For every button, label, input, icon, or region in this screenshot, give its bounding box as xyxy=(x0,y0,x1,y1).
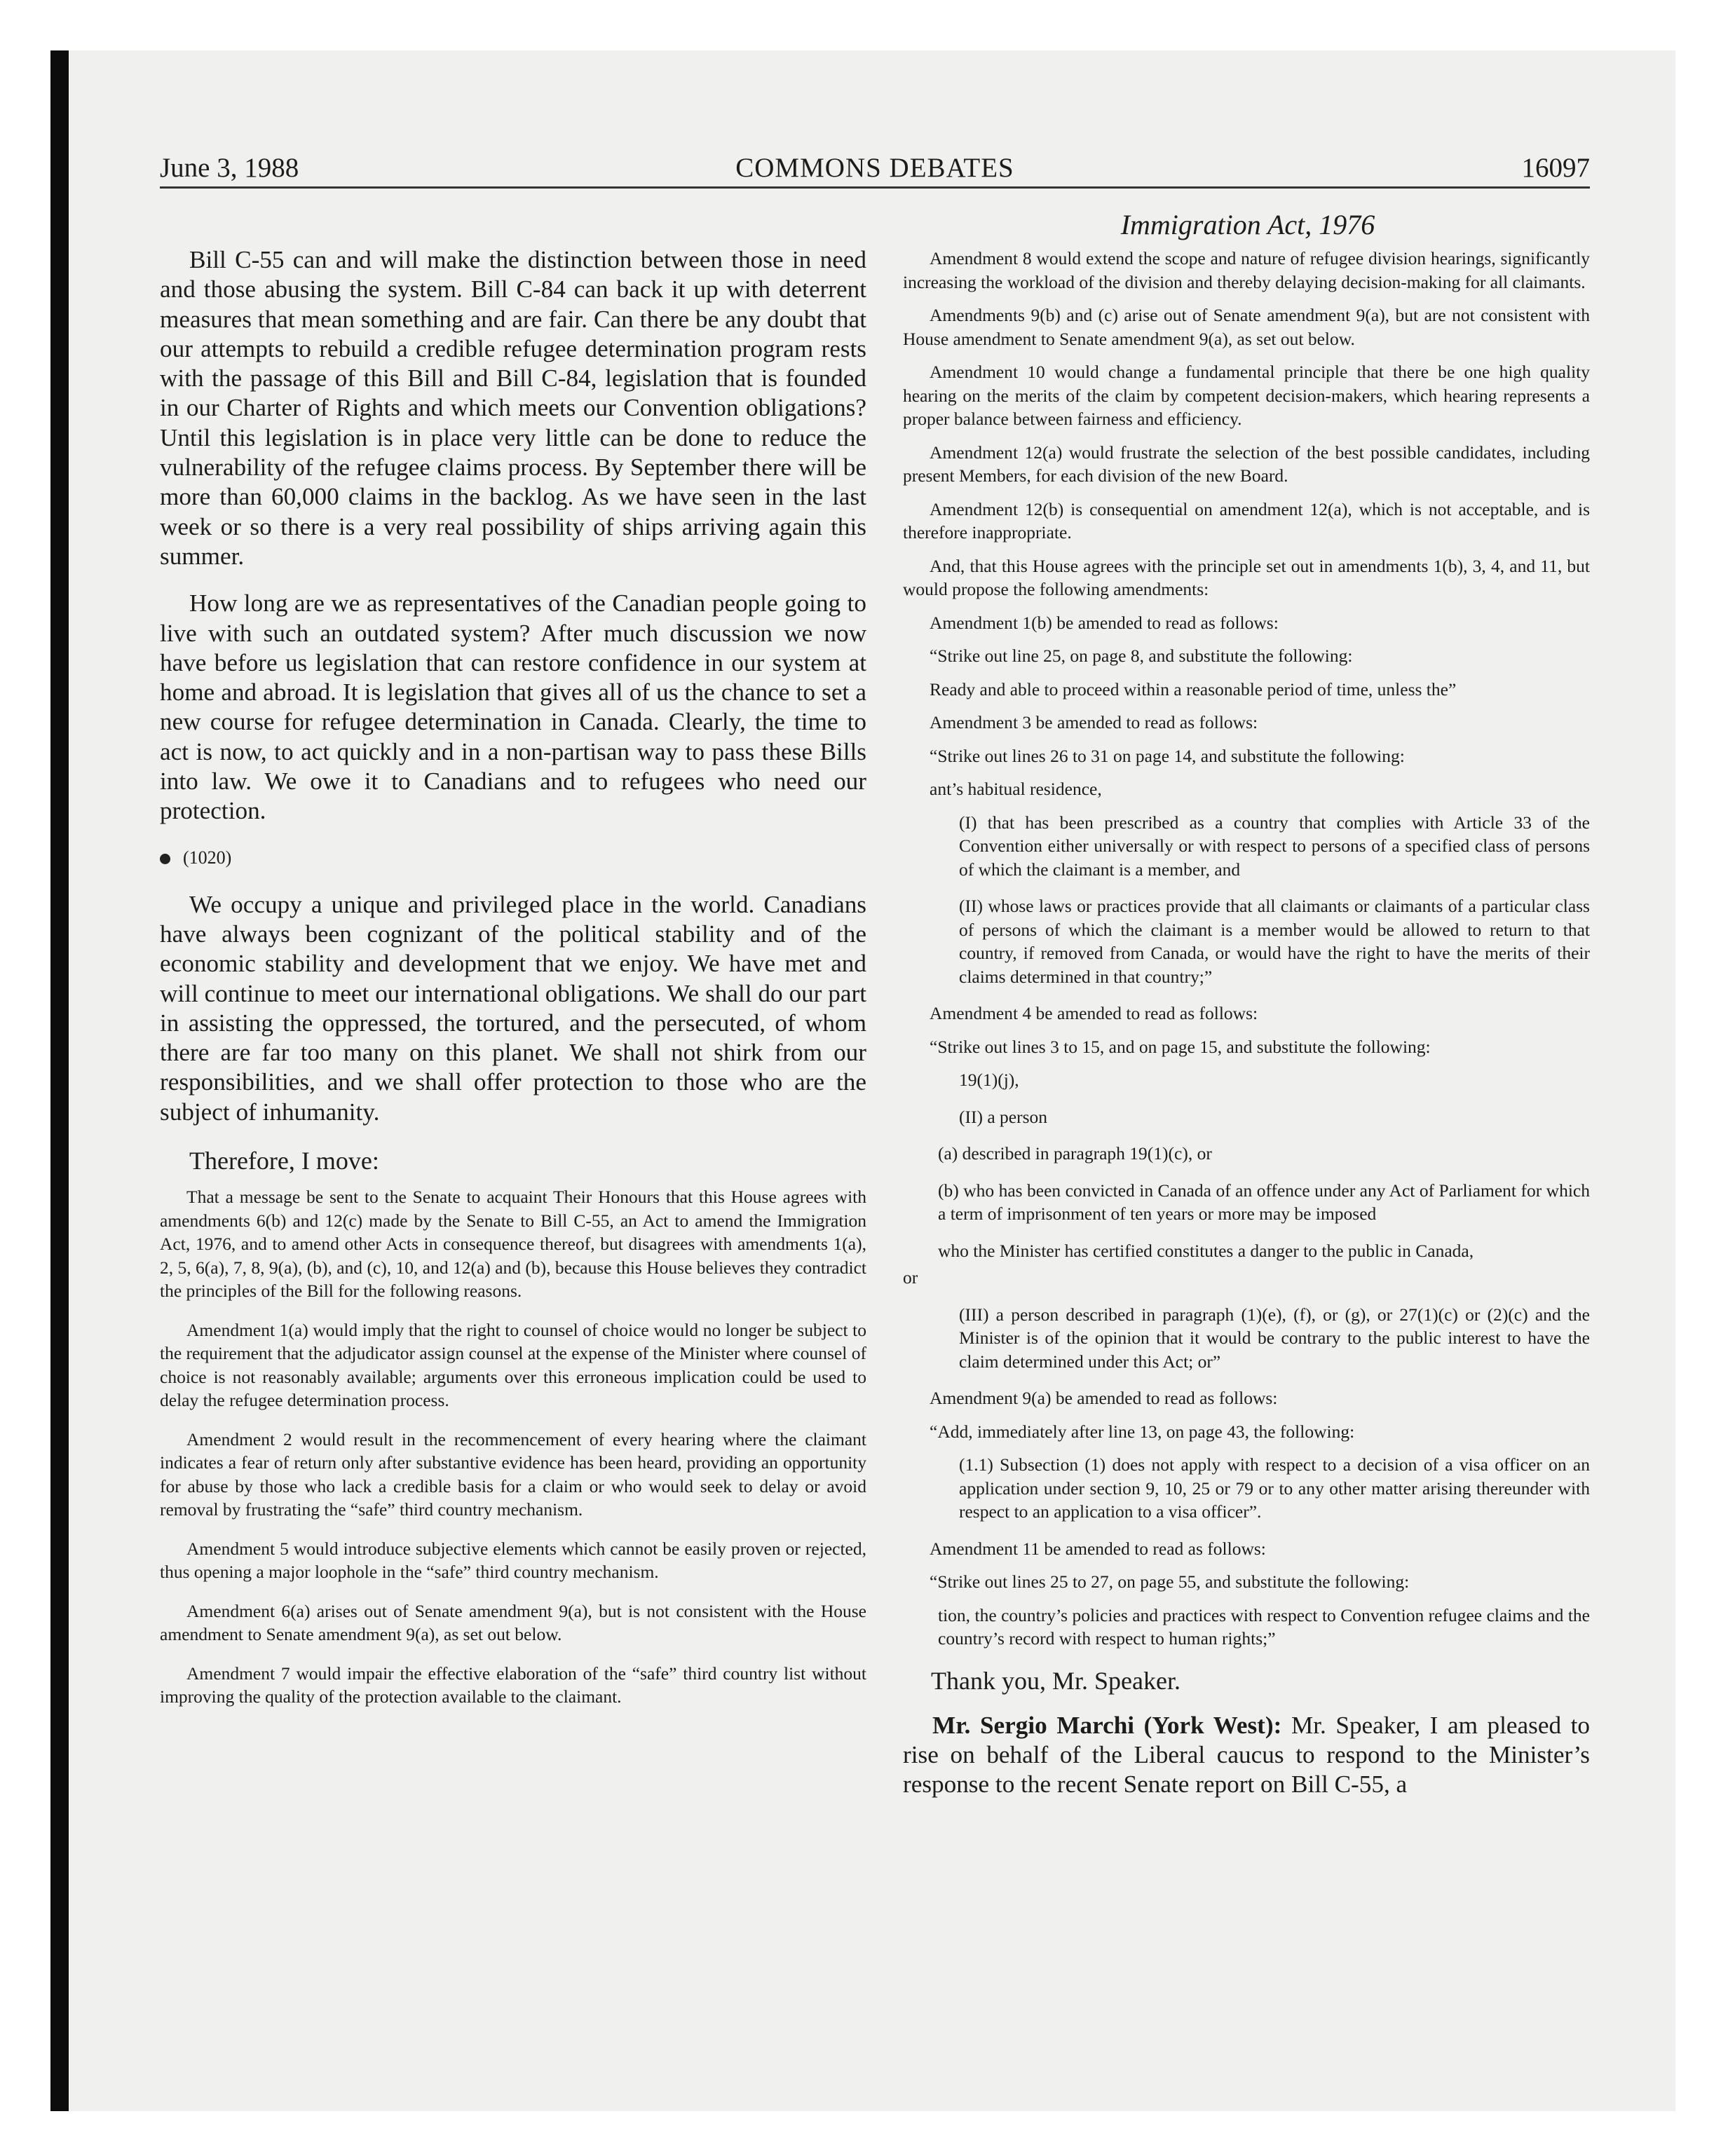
amendment-reason: Amendment 1(a) would imply that the right to counsel of choice would no longer be subject to the requirement that the adjudicator assign counsel at the expense of the Minister where counsel of choice is not reasonably available; arguments over this erroneous implication could be used to delay the refugee determination process. xyxy=(160,1319,866,1411)
substitute-clause: (1.1) Subsection (1) does not apply with respect to a decision of a visa officer on an application under section 9, 10, 25 or 79 or to any other matter arising thereunder with respect to an application to a visa officer”. xyxy=(959,1454,1590,1522)
substitute-clause: or xyxy=(903,1267,918,1288)
house-agrees-text: And, that this House agrees with the principle set out in amendments 1(b), 3, 4, and 11, but would propose the following amendments: xyxy=(903,555,1590,599)
substitute-clause: 19(1)(j), xyxy=(959,1070,1019,1090)
amendment-reason: Amendments 9(b) and (c) arise out of Senate amendment 9(a), but are not consistent with House amendment to Senate amendment 9(a), as set out below. xyxy=(903,305,1590,349)
left-column xyxy=(160,245,866,1724)
speech-paragraph: How long are we as representatives of the Canadian people going to live with such an outdated system? After much discussion we now have before us legislation that can restore confidence in our system at home and abroad. It is legislation that gives all of us the chance to set a new course for refugee determination in Canada. Clearly, the time to act is now, to act quickly and in a non-partisan way to pass these Bills into law. We owe it to Canadians and to refugees who need our protection. xyxy=(160,589,866,825)
speaker-paragraph xyxy=(903,1711,1590,1800)
substitute-clause: tion, the country’s policies and practices with respect to Convention refugee claims and the country’s record with respect to human rights;” xyxy=(938,1604,1590,1649)
strike-instruction: “Add, immediately after line 13, on page 43, the following: xyxy=(930,1421,1355,1442)
speech-paragraph: Bill C-55 can and will make the distinction between those in need and those abusing the system. Bill C-84 can back it up with deterrent measures that mean something and are fair. Can there be any doubt that our attempts to rebuild a credible refugee determination program rests with the passage of this Bill and Bill C-84, legislation that is founded in our Charter of Rights and which meets our Convention obligations? Until this legislation is in place very little can be done to reduce the vulnerability of the refugee claims process. By September there will be more than 60,000 claims in the backlog. As we have seen in the last week or so there is a very real possibility of ships arriving again this summer. xyxy=(160,246,866,570)
time-marker-label: (1020) xyxy=(183,847,232,868)
substitute-clause: (b) who has been convicted in Canada of an offence under any Act of Parliament for which a term of imprisonment of ten years or more may be imposed xyxy=(938,1180,1590,1224)
amendment-heading: Amendment 4 be amended to read as follows: xyxy=(930,1003,1258,1023)
bullet-dot-icon xyxy=(160,854,170,864)
motion-text: That a message be sent to the Senate to acquaint Their Honours that this House agrees with amendments 6(b) and 12(c) made by the Senate to Bill C-55, an Act to amend the Immigration Act, 1976, and to amend other Acts in consequence thereof, but disagrees with amendments 1(a), 2, 5, 6(a), 7, 8, 9(a), (b), and (c), 10, and 12(a) and (b), because this House believes they contradict the principles of the Bill for the following reasons. xyxy=(160,1187,866,1302)
page-date: June 3, 1988 xyxy=(160,153,299,183)
amendment-reason: Amendment 12(b) is consequential on amendment 12(a), which is not acceptable, and is therefore inappropriate. xyxy=(903,498,1590,543)
amendment-heading: Amendment 11 be amended to read as follows: xyxy=(930,1538,1266,1559)
substitute-text: Ready and able to proceed within a reasonable period of time, unless the” xyxy=(930,678,1457,700)
amendment-heading: Amendment 1(b) be amended to read as follows: xyxy=(930,612,1279,633)
publication-title: COMMONS DEBATES xyxy=(735,153,1014,183)
amendment-reason: Amendment 7 would impair the effective elaboration of the “safe” third country list without improving the quality of the protection available to the claimant. xyxy=(160,1663,866,1707)
substitute-clause: (II) whose laws or practices provide that all claimants or claimants of a particular class of persons of which the claimant is a member would be allowed to return to that country, if removed from Canada, or would have the right to have the merits of their claims determined in that country;” xyxy=(959,896,1590,987)
substitute-clause: (III) a person described in paragraph (1)(e), (f), or (g), or 27(1)(c) or (2)(c) and the Minister is of the opinion that it would be contrary to the public interest to have the claim determined under this Act; or” xyxy=(959,1304,1590,1372)
amendment-reason: Amendment 2 would result in the recommencement of every hearing where the claimant indicates a fear of return only after substantive evidence has been heard, providing an opportunity for abuse by those who lack a credible basis for a claim or who would seek to delay or avoid removal by frustrating the “safe” third country mechanism. xyxy=(160,1428,866,1520)
amendment-reason: Amendment 10 would change a fundamental principle that there be one high quality hearing on the merits of the claim by competent decision-makers, which hearing represents a proper balance between fairness and efficiency. xyxy=(903,362,1590,429)
amendment-reason: Amendment 8 would extend the scope and nature of refugee division hearings, significantly increasing the workload of the division and thereby delaying decision-making for all claimants. xyxy=(903,248,1590,292)
substitute-text: ant’s habitual residence, xyxy=(930,779,1102,799)
strike-instruction: “Strike out line 25, on page 8, and substitute the following: xyxy=(930,646,1353,666)
motion-intro: Therefore, I move: xyxy=(189,1147,379,1175)
scan-edge-bar xyxy=(50,50,69,2111)
amendment-reason: Amendment 12(a) would frustrate the selection of the best possible candidates, including present Members, for each division of the new Board. xyxy=(903,442,1590,486)
substitute-clause: who the Minister has certified constitutes a danger to the public in Canada, xyxy=(938,1240,1474,1261)
amendment-heading: Amendment 9(a) be amended to read as follows: xyxy=(930,1388,1278,1408)
amendment-reason: Amendment 5 would introduce subjective elements which cannot be easily proven or rejected, thus opening a major loophole in the “safe” third country mechanism. xyxy=(160,1538,866,1583)
closing-thanks: Thank you, Mr. Speaker. xyxy=(931,1666,1181,1695)
strike-instruction: “Strike out lines 25 to 27, on page 55, and substitute the following: xyxy=(930,1571,1410,1592)
amendment-heading: Amendment 3 be amended to read as follows: xyxy=(930,712,1258,732)
speaker-text: Mr. Speaker, I am pleased to rise on behalf of the Liberal caucus to respond to the Minister’s response to the recent Senate report on Bill C-55, a xyxy=(903,1711,1591,1799)
substitute-clause: (II) a person xyxy=(959,1106,1048,1127)
time-marker xyxy=(160,844,866,872)
running-head xyxy=(160,151,1590,189)
substitute-clause: (I) that has been prescribed as a country that complies with Article 33 of the Convention either universally or with respect to persons of a specified class of persons of which the claimant is a member, and xyxy=(959,812,1590,880)
speech-paragraph: We occupy a unique and privileged place in the world. Canadians have always been cognizant of the political stability and of the economic stability and development that we enjoy. We have met and will continue to meet our international obligations. We shall do our part in assisting the oppressed, the tortured, and the persecuted, of whom there are far too many on this planet. We shall not shirk from our responsibilities, and we shall offer protection to those who are the subject of inhumanity. xyxy=(160,890,866,1126)
amendment-reason: Amendment 6(a) arises out of Senate amendment 9(a), but is not consistent with the House amendment to Senate amendment 9(a), as set out below. xyxy=(160,1600,866,1645)
strike-instruction: “Strike out lines 26 to 31 on page 14, and substitute the following: xyxy=(930,745,1405,766)
right-column xyxy=(903,247,1590,1799)
strike-instruction: “Strike out lines 3 to 15, and on page 15, and substitute the following: xyxy=(930,1036,1431,1057)
substitute-clause: (a) described in paragraph 19(1)(c), or xyxy=(938,1143,1212,1164)
page-number: 16097 xyxy=(1521,153,1590,183)
section-heading: Immigration Act, 1976 xyxy=(1120,209,1375,240)
speaker-name: Mr. Sergio Marchi (York West): xyxy=(932,1711,1282,1739)
